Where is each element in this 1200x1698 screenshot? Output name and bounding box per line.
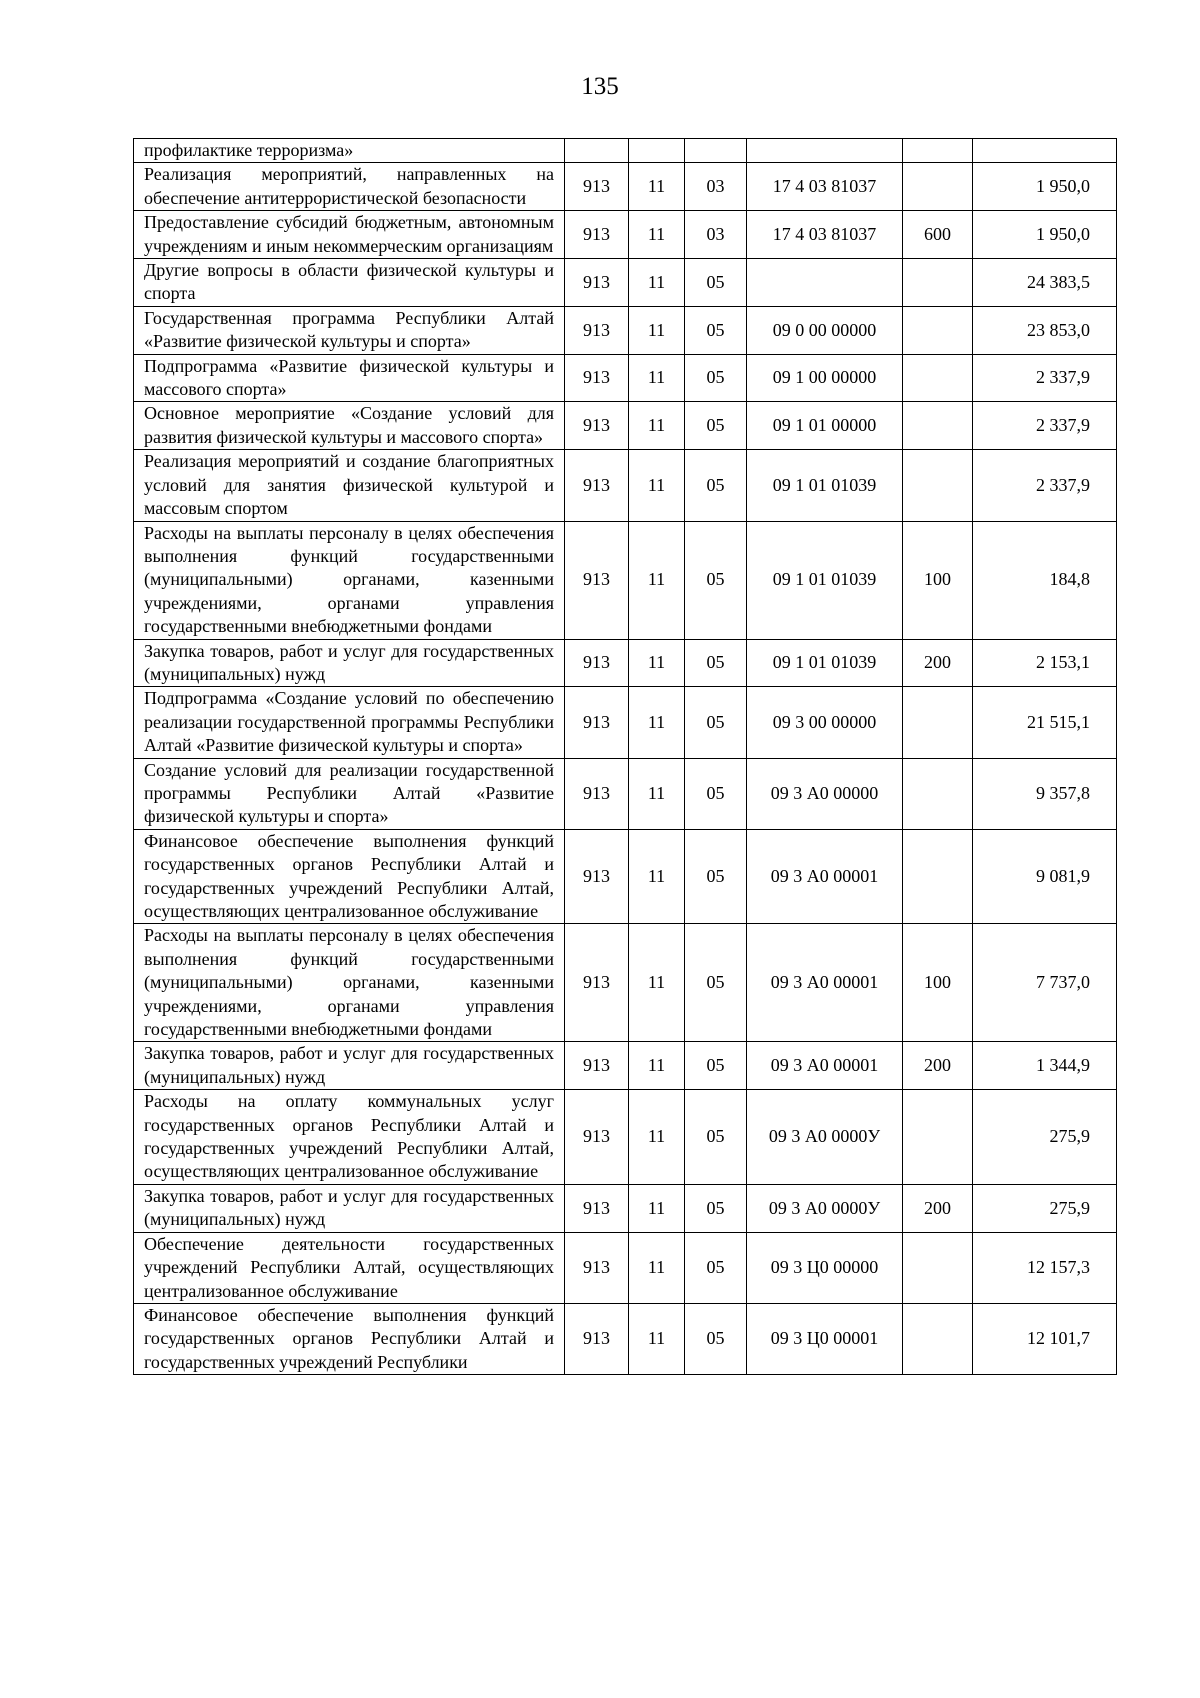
row-sum: 275,9: [973, 1090, 1117, 1185]
row-ved: 913: [565, 639, 629, 687]
row-pr: 05: [685, 1184, 747, 1232]
row-sum: 7 737,0: [973, 924, 1117, 1042]
row-ved: 913: [565, 211, 629, 259]
row-pr: 03: [685, 211, 747, 259]
row-csr: 09 3 Ц0 00000: [747, 1232, 903, 1303]
row-rz: 11: [629, 924, 685, 1042]
row-pr: 05: [685, 306, 747, 354]
row-sum: 1 950,0: [973, 211, 1117, 259]
row-ved: 913: [565, 354, 629, 402]
row-csr: 09 3 А0 0000У: [747, 1090, 903, 1185]
table-row: [134, 259, 1117, 307]
row-pr: 05: [685, 924, 747, 1042]
row-csr: 09 1 01 01039: [747, 639, 903, 687]
row-name: Закупка товаров, работ и услуг для государственных (муниципальных) нужд: [134, 1042, 565, 1090]
row-ved: [565, 139, 629, 163]
row-csr: 09 1 01 01039: [747, 521, 903, 639]
row-name: Расходы на выплаты персоналу в целях обеспечения выполнения функций государственными (муниципальными) органами, казенными учреждениями, органами управления государственными внебюджетными фондами: [134, 521, 565, 639]
table-row: [134, 450, 1117, 521]
row-sum: 275,9: [973, 1184, 1117, 1232]
row-vr: 100: [903, 924, 973, 1042]
row-pr: 05: [685, 259, 747, 307]
row-rz: 11: [629, 1303, 685, 1374]
row-pr: 05: [685, 1042, 747, 1090]
page-number: 135: [581, 73, 619, 100]
table-row: [134, 1232, 1117, 1303]
row-sum: 2 153,1: [973, 639, 1117, 687]
row-rz: 11: [629, 1232, 685, 1303]
row-rz: 11: [629, 521, 685, 639]
row-vr: [903, 1303, 973, 1374]
table-row: [134, 521, 1117, 639]
row-sum: 23 853,0: [973, 306, 1117, 354]
row-csr: 09 3 А0 00001: [747, 829, 903, 924]
row-ved: 913: [565, 1184, 629, 1232]
row-ved: 913: [565, 450, 629, 521]
row-sum: 1 950,0: [973, 163, 1117, 211]
row-sum: [973, 139, 1117, 163]
table-row: [134, 758, 1117, 829]
row-rz: [629, 139, 685, 163]
row-vr: 200: [903, 639, 973, 687]
row-rz: 11: [629, 829, 685, 924]
row-pr: 05: [685, 1303, 747, 1374]
table-row: [134, 1303, 1117, 1374]
row-rz: 11: [629, 1184, 685, 1232]
row-vr: [903, 139, 973, 163]
row-vr: 200: [903, 1042, 973, 1090]
row-ved: 913: [565, 829, 629, 924]
row-sum: 2 337,9: [973, 450, 1117, 521]
row-sum: 12 157,3: [973, 1232, 1117, 1303]
row-csr: [747, 259, 903, 307]
row-vr: 100: [903, 521, 973, 639]
row-csr: 17 4 03 81037: [747, 163, 903, 211]
row-vr: [903, 354, 973, 402]
row-pr: 05: [685, 758, 747, 829]
row-csr: [747, 139, 903, 163]
row-pr: 05: [685, 521, 747, 639]
row-vr: 600: [903, 211, 973, 259]
row-name: Расходы на выплаты персоналу в целях обеспечения выполнения функций государственными (муниципальными) органами, казенными учреждениями, органами управления государственными внебюджетными фондами: [134, 924, 565, 1042]
row-csr: 09 3 А0 00001: [747, 1042, 903, 1090]
table-row: [134, 354, 1117, 402]
row-ved: 913: [565, 1090, 629, 1185]
row-name: Создание условий для реализации государственной программы Республики Алтай «Развитие физической культуры и спорта»: [134, 758, 565, 829]
row-rz: 11: [629, 1090, 685, 1185]
row-sum: 1 344,9: [973, 1042, 1117, 1090]
row-name: Реализация мероприятий, направленных на обеспечение антитеррористической безопасности: [134, 163, 565, 211]
row-ved: 913: [565, 924, 629, 1042]
row-ved: 913: [565, 306, 629, 354]
table-row: [134, 163, 1117, 211]
row-csr: 09 3 00 00000: [747, 687, 903, 758]
row-sum: 9 357,8: [973, 758, 1117, 829]
row-pr: 05: [685, 402, 747, 450]
row-ved: 913: [565, 163, 629, 211]
table-row: [134, 924, 1117, 1042]
row-sum: 184,8: [973, 521, 1117, 639]
row-csr: 09 1 01 01039: [747, 450, 903, 521]
row-vr: [903, 829, 973, 924]
row-name: Подпрограмма «Создание условий по обеспечению реализации государственной программы Республики Алтай «Развитие физической культуры и спорта»: [134, 687, 565, 758]
table-row: [134, 211, 1117, 259]
row-ved: 913: [565, 1042, 629, 1090]
row-sum: 9 081,9: [973, 829, 1117, 924]
row-name: Финансовое обеспечение выполнения функций государственных органов Республики Алтай и государственных учреждений Республики Алтай, осуществляющих централизованное обслуживание: [134, 829, 565, 924]
row-ved: 913: [565, 758, 629, 829]
row-pr: 05: [685, 639, 747, 687]
row-csr: 09 0 00 00000: [747, 306, 903, 354]
row-vr: [903, 1090, 973, 1185]
row-name: Закупка товаров, работ и услуг для государственных (муниципальных) нужд: [134, 1184, 565, 1232]
row-sum: 21 515,1: [973, 687, 1117, 758]
row-vr: [903, 306, 973, 354]
row-pr: 05: [685, 450, 747, 521]
row-sum: 2 337,9: [973, 354, 1117, 402]
table-row: [134, 402, 1117, 450]
row-vr: [903, 687, 973, 758]
row-rz: 11: [629, 163, 685, 211]
table-row: [134, 139, 1117, 163]
row-name: Обеспечение деятельности государственных учреждений Республики Алтай, осуществляющих централизованное обслуживание: [134, 1232, 565, 1303]
row-name: профилактике терроризма»: [134, 139, 565, 163]
row-pr: 05: [685, 1090, 747, 1185]
row-vr: [903, 259, 973, 307]
row-name: Реализация мероприятий и создание благоприятных условий для занятия физической культурой и массовым спортом: [134, 450, 565, 521]
row-rz: 11: [629, 758, 685, 829]
row-rz: 11: [629, 687, 685, 758]
table-row: [134, 639, 1117, 687]
row-rz: 11: [629, 450, 685, 521]
row-vr: 200: [903, 1184, 973, 1232]
row-ved: 913: [565, 259, 629, 307]
row-ved: 913: [565, 402, 629, 450]
row-csr: 09 3 А0 0000У: [747, 1184, 903, 1232]
row-name: Расходы на оплату коммунальных услуг государственных органов Республики Алтай и государственных учреждений Республики Алтай, осуществляющих централизованное обслуживание: [134, 1090, 565, 1185]
budget-table: [133, 138, 1117, 1375]
table-row: [134, 1090, 1117, 1185]
row-pr: 03: [685, 163, 747, 211]
row-pr: 05: [685, 829, 747, 924]
row-vr: [903, 1232, 973, 1303]
row-csr: 09 3 А0 00001: [747, 924, 903, 1042]
row-csr: 17 4 03 81037: [747, 211, 903, 259]
row-vr: [903, 758, 973, 829]
table-row: [134, 829, 1117, 924]
table-row: [134, 687, 1117, 758]
row-rz: 11: [629, 211, 685, 259]
row-name: Финансовое обеспечение выполнения функций государственных органов Республики Алтай и государственных учреждений Республики: [134, 1303, 565, 1374]
table-row: [134, 1184, 1117, 1232]
row-csr: 09 3 А0 00000: [747, 758, 903, 829]
row-sum: 2 337,9: [973, 402, 1117, 450]
row-ved: 913: [565, 687, 629, 758]
row-sum: 24 383,5: [973, 259, 1117, 307]
row-csr: 09 3 Ц0 00001: [747, 1303, 903, 1374]
row-rz: 11: [629, 639, 685, 687]
row-pr: 05: [685, 354, 747, 402]
row-pr: [685, 139, 747, 163]
row-rz: 11: [629, 1042, 685, 1090]
row-vr: [903, 402, 973, 450]
table-row: [134, 306, 1117, 354]
row-sum: 12 101,7: [973, 1303, 1117, 1374]
row-rz: 11: [629, 402, 685, 450]
row-csr: 09 1 00 00000: [747, 354, 903, 402]
row-name: Основное мероприятие «Создание условий для развития физической культуры и массового спорта»: [134, 402, 565, 450]
row-name: Государственная программа Республики Алтай «Развитие физической культуры и спорта»: [134, 306, 565, 354]
row-csr: 09 1 01 00000: [747, 402, 903, 450]
row-name: Другие вопросы в области физической культуры и спорта: [134, 259, 565, 307]
row-name: Предоставление субсидий бюджетным, автономным учреждениям и иным некоммерческим организациям: [134, 211, 565, 259]
row-rz: 11: [629, 259, 685, 307]
row-vr: [903, 450, 973, 521]
row-pr: 05: [685, 687, 747, 758]
row-ved: 913: [565, 1303, 629, 1374]
row-ved: 913: [565, 521, 629, 639]
row-rz: 11: [629, 306, 685, 354]
table-row: [134, 1042, 1117, 1090]
row-rz: 11: [629, 354, 685, 402]
budget-table-body: [134, 139, 1117, 1375]
row-name: Закупка товаров, работ и услуг для государственных (муниципальных) нужд: [134, 639, 565, 687]
row-name: Подпрограмма «Развитие физической культуры и массового спорта»: [134, 354, 565, 402]
row-ved: 913: [565, 1232, 629, 1303]
row-vr: [903, 163, 973, 211]
row-pr: 05: [685, 1232, 747, 1303]
